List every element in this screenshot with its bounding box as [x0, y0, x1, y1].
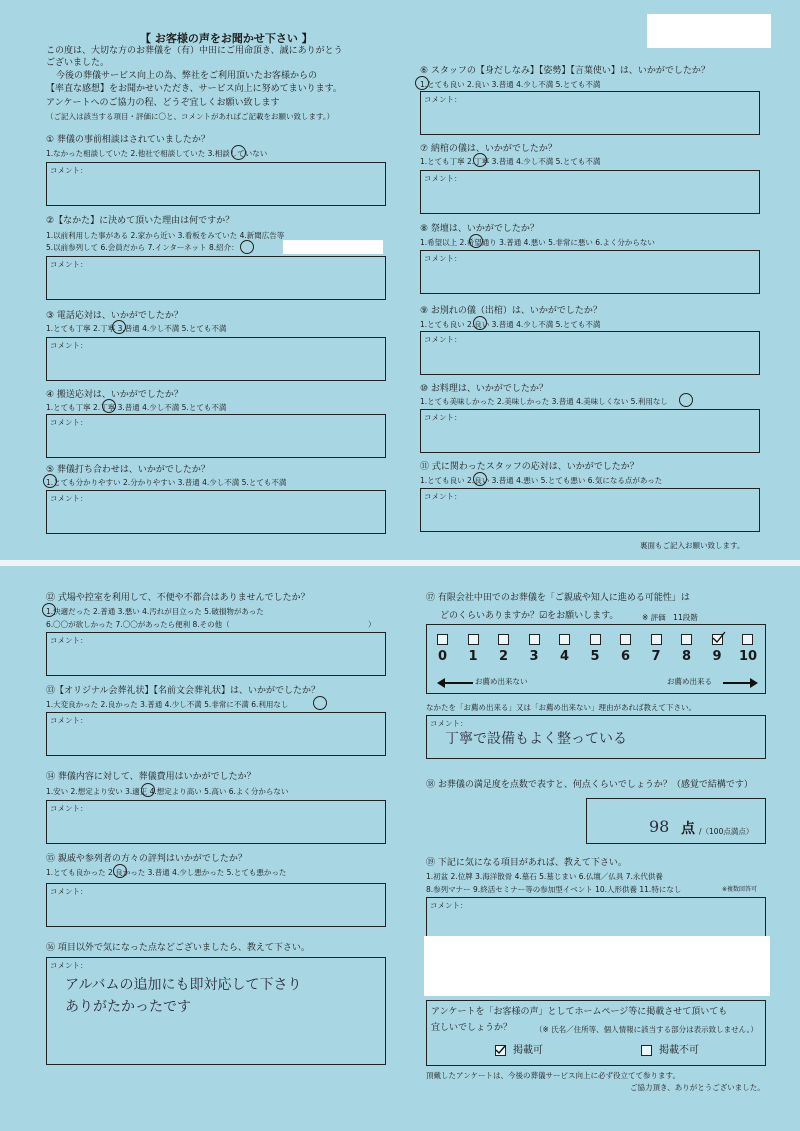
- arrow-left-icon: [437, 678, 445, 688]
- scale-number: 8: [682, 649, 692, 664]
- handwritten-comment: アルバムの追加にも即対応して下さり: [65, 977, 302, 993]
- comment-box-4[interactable]: コメント：: [46, 414, 386, 458]
- footer-thanks-b: ご協力頂き、ありがとうございました。: [630, 1083, 765, 1092]
- scale-checkbox-9[interactable]: [712, 634, 723, 645]
- answer-options-19b: 8.参列マナー 9.終活セミナー等の参加型イベント 10.人形供養 11.特になし: [426, 885, 682, 894]
- answer-options-15: 1.とても良かった 2.良かった 3.普通 4.少し悪かった 5.とても悪かった: [46, 868, 287, 877]
- selection-circle: [473, 472, 487, 486]
- redaction: [283, 240, 383, 254]
- consent-box: [426, 1000, 766, 1066]
- arrow-left-icon: [443, 682, 473, 684]
- selection-circle: [231, 145, 246, 160]
- answer-options-1: 1.なかった相談していた 2.他社で相談していた 3.相談していない: [46, 149, 268, 158]
- scale-number: 2: [499, 649, 509, 664]
- comment-box-16[interactable]: コメント： アルバムの追加にも即対応して下さり ありがたかったです: [46, 957, 386, 1065]
- comment-box-7[interactable]: コメント：: [420, 170, 760, 214]
- consent-question-b: 宜しいでしょうか？: [431, 1023, 513, 1033]
- selection-circle: [240, 240, 254, 254]
- redaction: [424, 936, 770, 996]
- selection-circle: [415, 76, 429, 90]
- survey-sheet-back: [0, 566, 800, 1131]
- scale-number: 10: [739, 649, 758, 664]
- answer-paren-close: ）: [368, 620, 376, 629]
- comment-box-12[interactable]: コメント：: [46, 632, 386, 676]
- answer-options-6: 1.とても良い 2.良い 3.普通 4.少し不満 5.とても不満: [420, 80, 601, 89]
- publish-ng-label: 掲載不可: [659, 1045, 699, 1056]
- comment-box-10[interactable]: コメント：: [420, 409, 760, 453]
- selection-circle: [469, 234, 483, 248]
- question-19: ⑲ 下記に気になる項目があれば、教えて下さい。: [426, 858, 627, 868]
- scale-checkbox-8[interactable]: [681, 634, 692, 645]
- multi-answer-note: ※複数回答可: [722, 886, 758, 893]
- scale-checkbox-7[interactable]: [651, 634, 662, 645]
- selection-circle: [113, 864, 127, 878]
- question-5: ⑤ 葬儀打ち合わせは、いかがでしたか？: [46, 465, 210, 475]
- comment-box-3[interactable]: コメント：: [46, 337, 386, 381]
- rating-note: ※ 評価 11段階: [642, 613, 698, 622]
- scale-number: 4: [560, 649, 570, 664]
- arrow-right-icon: [723, 682, 751, 684]
- scale-checkbox-3[interactable]: [529, 634, 540, 645]
- handwritten-score: 98: [649, 817, 670, 836]
- answer-options-11: 1.とても良い 2.良い 3.普通 4.悪い 5.とても悪い 6.気になる点があった: [420, 476, 663, 485]
- comment-box-13[interactable]: コメント：: [46, 712, 386, 756]
- scale-number: 7: [651, 649, 661, 664]
- answer-options-12b: 6.〇〇が欲しかった 7.〇〇があったら便利 8.その他（: [46, 620, 230, 629]
- selection-circle: [112, 320, 126, 334]
- intro-line: （ご記入は該当する項目・評価に〇と、コメントがあればご記載をお願い致します。）: [46, 112, 335, 121]
- scale-checkbox-2[interactable]: [498, 634, 509, 645]
- scale-left-label: お薦め出来ない: [475, 677, 528, 686]
- comment-box-6[interactable]: コメント：: [420, 91, 760, 135]
- selection-circle: [102, 399, 116, 413]
- redaction: [647, 14, 771, 48]
- answer-options-2b: 5.以前参列して 6.会員だから 7.インターネット 8.紹介：: [46, 243, 239, 252]
- answer-options-13: 1.大変良かった 2.良かった 3.普通 4.少し不満 5.非常に不満 6.利用なし: [46, 700, 289, 709]
- answer-options-3: 1.とても丁寧 2.丁寧 3.普通 4.少し不満 5.とても不満: [46, 324, 227, 333]
- score-box[interactable]: [586, 798, 766, 844]
- scale-checkbox-5[interactable]: [590, 634, 601, 645]
- reason-comment-box[interactable]: コメント： 丁寧で設備もよく整っている: [426, 715, 766, 759]
- answer-options-14: 1.安い 2.想定より安い 3.適正 4.想定より高い 5.高い 6.よく分からない: [46, 787, 289, 796]
- scale-checkbox-4[interactable]: [559, 634, 570, 645]
- answer-options-19a: 1.初盆 2.位牌 3.海洋散骨 4.墓石 5.墓じまい 6.仏壇／仏具 7.永代供養: [426, 872, 663, 881]
- answer-options-12a: 1.快適だった 2.普通 3.悪い 4.汚れが目立った 5.破損物があった: [46, 607, 264, 616]
- comment-box-11[interactable]: コメント：: [420, 488, 760, 532]
- scale-right-label: お薦め出来る: [667, 677, 712, 686]
- reason-prompt: なかたを「お薦め出来る」又は「お薦め出来ない」理由があれば教えて下さい。: [426, 703, 696, 712]
- scale-checkbox-10[interactable]: [742, 634, 753, 645]
- scale-number: 3: [529, 649, 539, 664]
- question-18: ⑱ お葬儀の満足度を点数で表すと、何点くらいでしょうか？（感覚で結構です）: [426, 780, 753, 790]
- footer-thanks-a: 頂戴したアンケートは、今後の葬儀サービス向上に必ず役立てて参ります。: [426, 1071, 680, 1080]
- question-4: ④ 搬送応対は、いかがでしたか？: [46, 390, 183, 400]
- comment-box-5[interactable]: コメント：: [46, 490, 386, 534]
- answer-options-4: 1.とても丁寧 2.丁寧 3.普通 4.少し不満 5.とても不満: [46, 403, 227, 412]
- publish-ng-checkbox[interactable]: [641, 1045, 652, 1056]
- question-14: ⑭ 葬儀内容に対して、葬儀費用はいかがでしたか？: [46, 772, 256, 782]
- selection-circle: [43, 474, 57, 488]
- scale-number: 9: [712, 649, 722, 664]
- scale-checkbox-1[interactable]: [468, 634, 479, 645]
- question-7: ⑦ 納棺の儀は、いかがでしたか？: [420, 144, 557, 154]
- selection-circle: [42, 603, 56, 617]
- answer-options-9: 1.とても良い 2.良い 3.普通 4.少し不満 5.とても不満: [420, 320, 601, 329]
- intro-line: この度は、大切な方のお葬儀を（有）中田にご用命頂き、誠にありがとう: [46, 46, 343, 56]
- question-15: ⑮ 親戚や参列者の方々の評判はいかがでしたか？: [46, 854, 247, 864]
- recommend-scale-box: [426, 624, 766, 694]
- handwritten-reason: 丁寧で設備もよく整っている: [445, 731, 627, 747]
- question-11: ⑪ 式に関わったスタッフの応対は、いかがでしたか？: [420, 462, 639, 472]
- selection-circle: [141, 783, 155, 797]
- comment-box-2[interactable]: コメント：: [46, 256, 386, 300]
- intro-line: ございました。: [46, 58, 110, 68]
- score-suffix: /（100点満点）: [699, 827, 754, 836]
- scale-number: 5: [590, 649, 600, 664]
- question-6: ⑥ スタッフの【身だしなみ】【姿勢】【言葉使い】は、いかがでしたか？: [420, 66, 710, 76]
- answer-options-8: 1.希望以上 2.希望通り 3.普通 4.悪い 5.非常に悪い 6.よく分からない: [420, 238, 655, 247]
- question-2: ②【なかた】に決めて頂いた理由は何ですか？: [46, 216, 235, 226]
- scale-number: 6: [621, 649, 631, 664]
- answer-options-7: 1.とても丁寧 2.丁寧 3.普通 4.少し不満 5.とても不満: [420, 157, 601, 166]
- intro-line: 【率直な感想】をお聞かせいただき、サービス向上に努めてまいります。: [46, 84, 342, 94]
- question-9: ⑨ お別れの儀（出棺）は、いかがでしたか？: [420, 306, 602, 316]
- comment-box-8[interactable]: コメント：: [420, 250, 760, 294]
- page-footer: 裏面もご記入お願い致します。: [640, 541, 745, 550]
- question-16: ⑯ 項目以外で気になった点などございましたら、教えて下さい。: [46, 943, 310, 953]
- selection-circle: [473, 153, 487, 167]
- question-13: ⑬【オリジナル会葬礼状】【名前文会葬礼状】は、いかがでしたか？: [46, 686, 321, 696]
- scale-checkbox-0[interactable]: [437, 634, 448, 645]
- question-17b: どのくらいありますか？☑をお願いします。: [440, 611, 619, 621]
- comment-box-15[interactable]: コメント：: [46, 883, 386, 927]
- question-8: ⑧ 祭壇は、いかがでしたか？: [420, 224, 539, 234]
- answer-options-5: 1.とても分かりやすい 2.分かりやすい 3.普通 4.少し不満 5.とても不満: [46, 478, 287, 487]
- check-icon: [712, 631, 726, 645]
- answer-options-10: 1.とても美味しかった 2.美味しかった 3.普通 4.美味しくない 5.利用なし: [420, 397, 668, 406]
- scale-checkbox-6[interactable]: [620, 634, 631, 645]
- intro-line: 今後の葬儀サービス向上の為、弊社をご利用頂いたお客様からの: [56, 71, 318, 81]
- survey-sheet-front: [0, 0, 800, 560]
- consent-note: （※ 氏名／住所等、個人情報に該当する部分は表示致しません。）: [535, 1025, 758, 1034]
- comment-box-14[interactable]: コメント：: [46, 800, 386, 844]
- selection-circle: [313, 696, 327, 710]
- publish-ok-checkbox[interactable]: [495, 1045, 506, 1056]
- scale-number: 1: [468, 649, 478, 664]
- question-10: ⑩ お料理は、いかがでしたか？: [420, 384, 548, 394]
- handwritten-comment: ありがたかったです: [65, 999, 191, 1015]
- check-icon: [495, 1045, 506, 1056]
- score-unit: 点: [681, 821, 695, 837]
- question-3: ③ 電話応対は、いかがでしたか？: [46, 311, 183, 321]
- question-17a: ⑰ 有限会社中田でのお葬儀を「ご親戚や知人に進める可能性」は: [426, 593, 690, 603]
- comment-box-1[interactable]: コメント：: [46, 162, 386, 206]
- comment-box-9[interactable]: コメント：: [420, 331, 760, 375]
- comment-box-19[interactable]: コメント：: [426, 897, 766, 941]
- answer-options-2a: 1.以前利用した事がある 2.家から近い 3.看板をみていた 4.新聞広告等: [46, 231, 285, 240]
- question-12: ⑫ 式場や控室を利用して、不便や不都合はありませんでしたか？: [46, 593, 310, 603]
- publish-ok-label: 掲載可: [513, 1045, 543, 1056]
- arrow-right-icon: [750, 678, 758, 688]
- scale-number: 0: [438, 649, 448, 664]
- consent-question-a: アンケートを「お客様の声」としてホームページ等に掲載させて頂いても: [431, 1007, 728, 1017]
- selection-circle: [679, 393, 693, 407]
- page-title: 【 お客様の声をお聞かせ下さい 】: [140, 32, 313, 45]
- question-1: ① 葬儀の事前相談はされていましたか？: [46, 135, 210, 145]
- selection-circle: [473, 316, 487, 330]
- intro-line: アンケートへのご協力の程、どうぞ宜しくお願い致します: [46, 98, 280, 108]
